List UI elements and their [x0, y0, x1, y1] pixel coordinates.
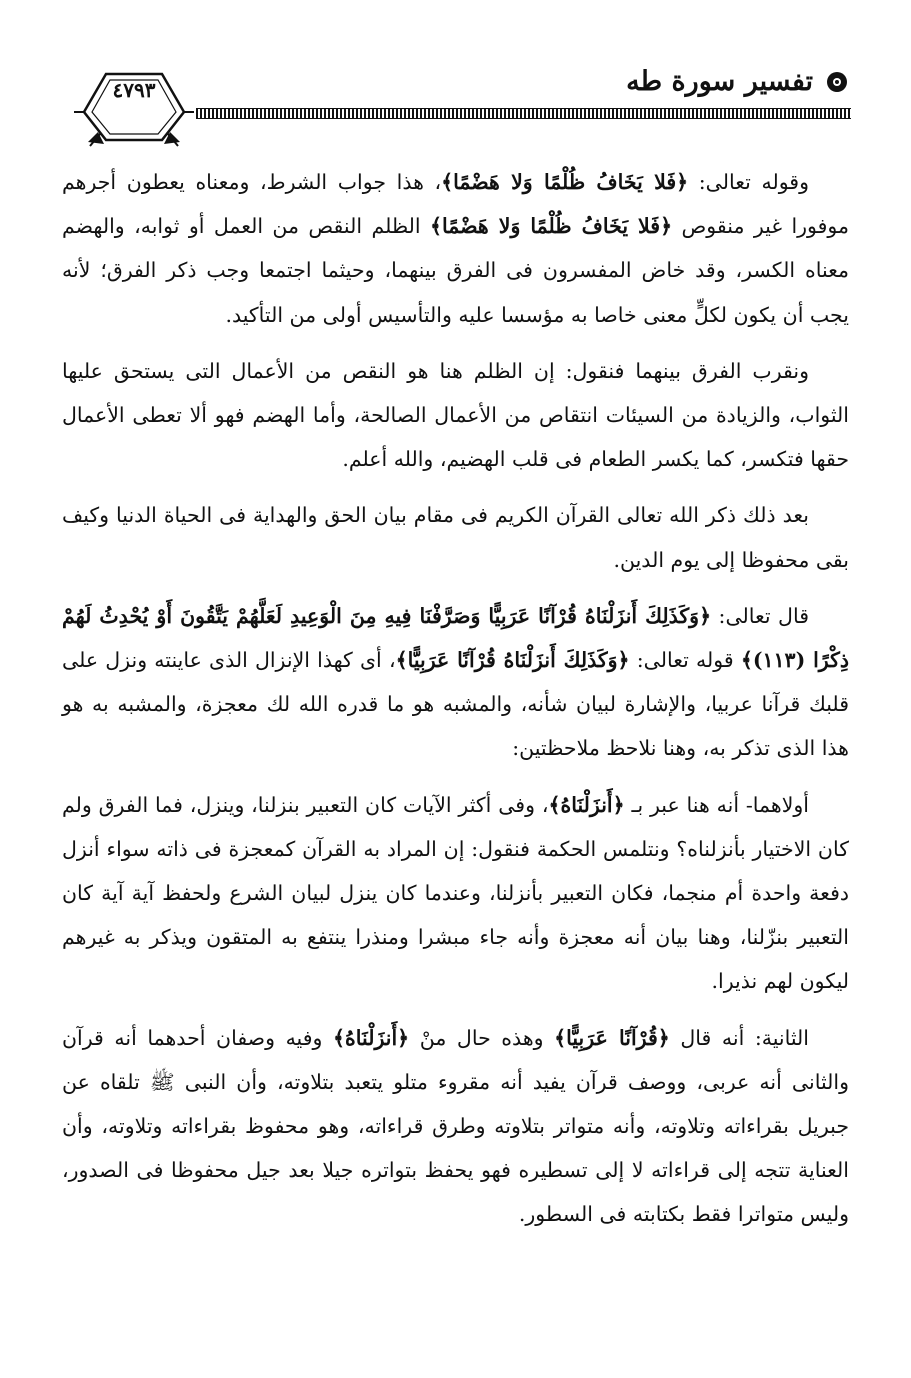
- body-text: ونقرب الفرق بينهما فنقول: إن الظلم هنا هو النقص من الأعمال التى يستحق عليها الثواب، والزيادة من السيئات انتقاص من الأعمال الصالحة، وأما الهضم فهو ألا تعطى الأعمال حقها فتكسر، كما يكسر الطعام فى قلب الهضيم، والله أعلم.: [62, 358, 849, 472]
- quran-verse: ﴿أَنزَلْنَاهُ﴾: [548, 792, 625, 817]
- quran-verse: ﴿فَلا يَخَافُ ظُلْمًا وَلا هَضْمًا﴾: [430, 214, 673, 239]
- quran-verse: ﴿وَكَذَلِكَ أَنزَلْنَاهُ قُرْآنًا عَرَبِيًّا وَصَرَّفْنَا فِيهِ مِنَ الْوَعِيدِ لَعَلَّهُمْ يَتَّقُونَ أَوْ يُحْدِثُ لَهُمْ ذِكْرًا (١١٣)﴾: [62, 603, 849, 673]
- body-text: ، وفى أكثر الآيات كان التعبير بنزلنا، وينزل، فما الفرق ولم كان الاختيار بأنزلناه؟ ونتلمس الحكمة فنقول: إن المراد به القرآن كمعجزة فى ذاته سواء أنزل دفعة واحدة أم منجما، فكان التعبير بأنزلنا، وعندما كان ينزل لبيان الشرع ولحفظ آية آية كان التعبير بنزّلنا، وهنا بيان أنه معجزة وأنه جاء مبشرا ومنذرا ينتفع به المتقون ويذكر به غيرهم ليكون لهم نذيرا.: [62, 792, 849, 994]
- paragraph-4: [62, 594, 849, 771]
- paragraph-2: [62, 349, 849, 482]
- body-text: قال تعالى:: [711, 603, 809, 628]
- body-text: وقوله تعالى:: [688, 170, 810, 194]
- body-text: الثانية: أنه قال: [669, 1025, 810, 1050]
- paragraph-6: [62, 1016, 849, 1237]
- quran-verse: ﴿وَكَذَلِكَ أَنزَلْنَاهُ قُرْآنًا عَرَبِيًّا﴾: [395, 648, 630, 673]
- header-rule: [196, 108, 851, 119]
- body-text: أولاهما- أنه هنا عبر بـ: [624, 792, 809, 817]
- page-header: [70, 58, 851, 148]
- running-title: تفسير سورة طه: [626, 66, 813, 97]
- title-flower-icon: [823, 70, 851, 94]
- quran-verse: ﴿أَنزَلْنَاهُ﴾: [333, 1025, 410, 1050]
- quran-verse: ﴿قُرْآنًا عَرَبِيًّا﴾: [554, 1025, 670, 1050]
- body-text: الظلم النقص من العمل أو ثوابه، والهضم معناه الكسر، وقد خاض المفسرون فى الفرق بينهما، وحيثما اجتمعا وجب ذكر الفرق؛ لأنه يجب أن يكون لكلٍّ معنى خاصا به مؤسسا عليه والتأسيس أولى من التأكيد.: [62, 214, 849, 327]
- paragraph-5: [62, 783, 849, 1004]
- paragraph-1: [62, 160, 849, 337]
- page-body: [62, 160, 849, 1249]
- body-text: قوله تعالى:: [629, 648, 741, 673]
- paragraph-3: [62, 493, 849, 581]
- page-number: ٤٧٩٣: [112, 78, 156, 102]
- body-text: بعد ذلك ذكر الله تعالى القرآن الكريم فى مقام بيان الحق والهداية فى الحياة الدنيا وكيف بقى محفوظا إلى يوم الدين.: [62, 503, 849, 572]
- quran-verse: ﴿فَلا يَخَافُ ظُلْمًا وَلا هَضْمًا﴾: [441, 170, 689, 194]
- body-text: ، هذا جواب الشرط، ومعناه يعطون أجرهم موفورا غير منقوص: [62, 170, 850, 239]
- body-text: وفيه وصفان أحدهما أنه قرآن والثانى أنه عربى، ووصف قرآن يفيد أنه مقروء متلو يتعبد بتلاوته، وأن النبى ﷺ تلقاه عن جبريل بقراءاته وتلاوته، وأنه متواتر بتلاوته وطرق قراءاته، وهو محفوظ بقراءاته وتلاوته، وأن العناية تتجه إلى قراءاته لا إلى تسطيره فهو يحفظ بتواتره جيلا بعد جيل محفوظا فى الصدور، وليس متواترا فقط بكتابته فى السطور.: [62, 1025, 849, 1227]
- body-text: وهذه حال منْ: [409, 1025, 555, 1050]
- body-text: ، أى كهذا الإنزال الذى عاينته ونزل على قلبك قرآنا عربيا، والإشارة لبيان شأنه، والمشبه هو ما قدره الله لك معجزة، والمشبه به هو هذا الذى تذكر به، وهنا نلاحظ ملاحظتين:: [62, 648, 849, 761]
